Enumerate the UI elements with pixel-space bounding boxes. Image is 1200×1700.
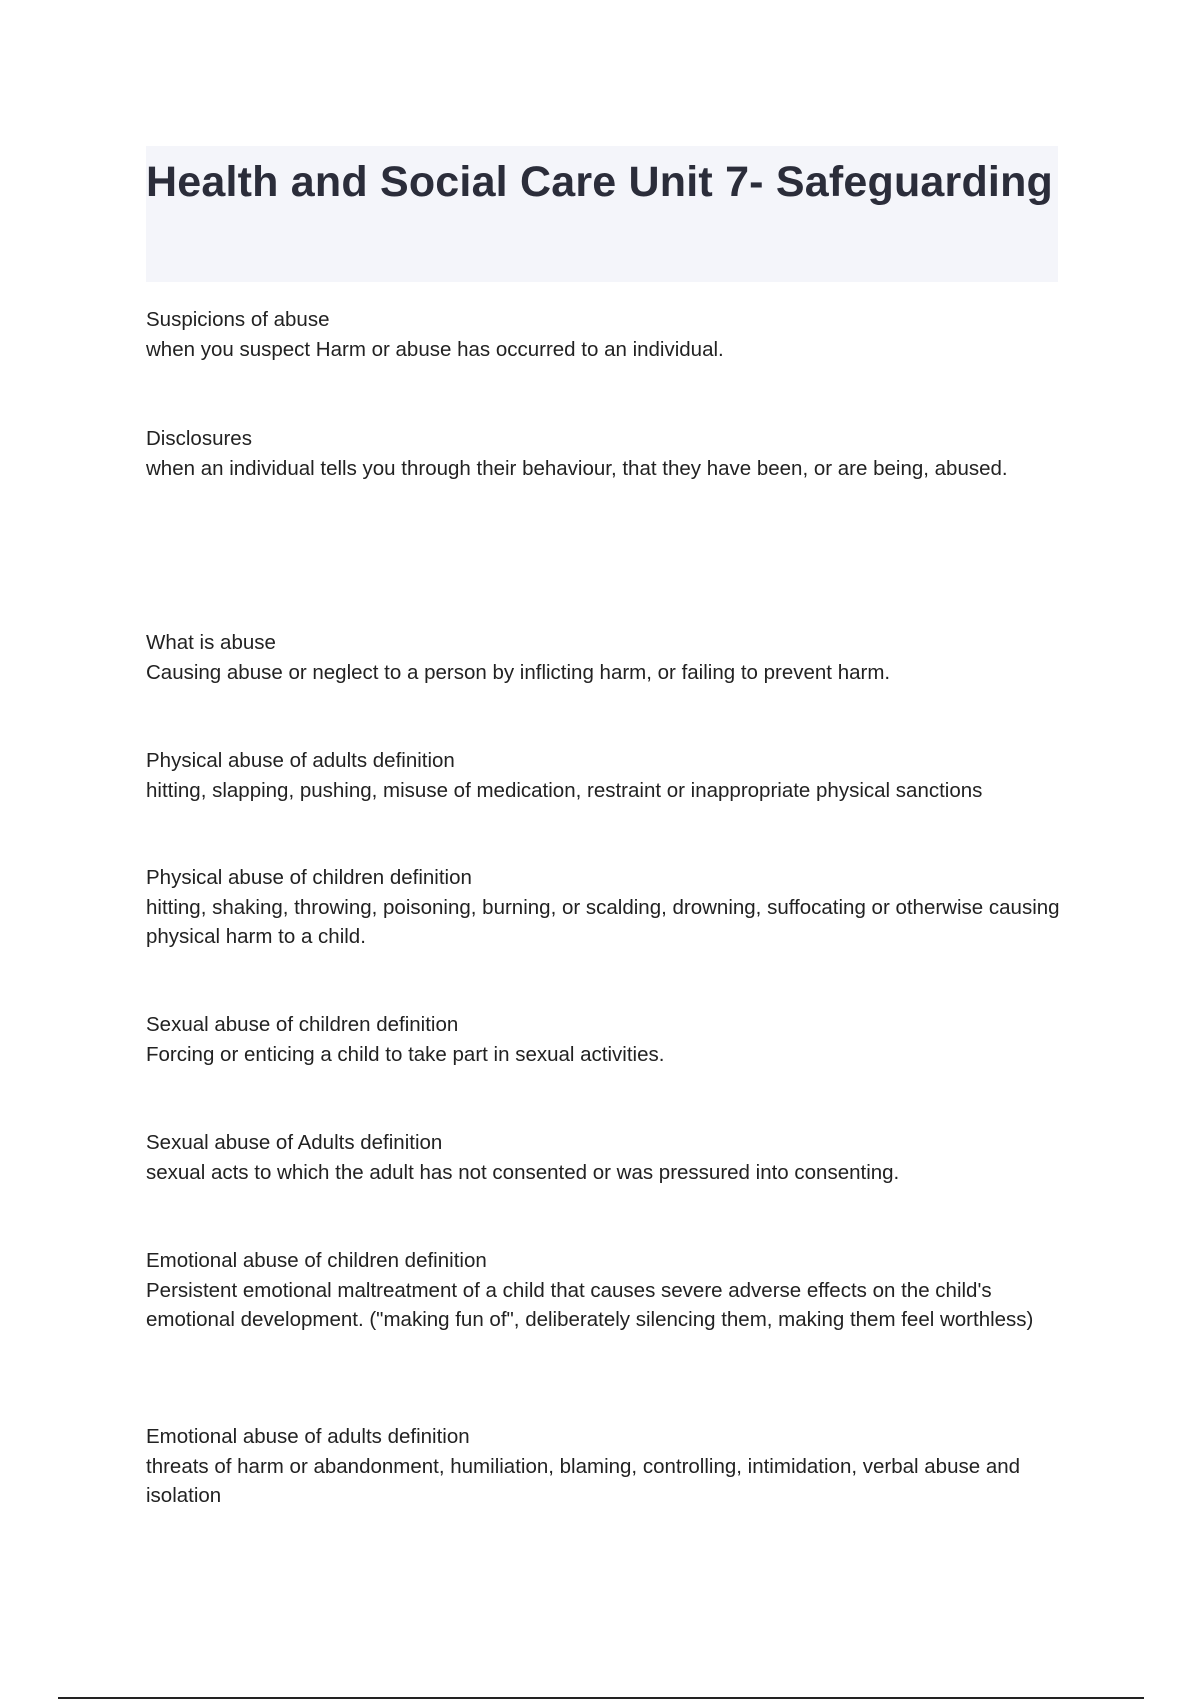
flashcard-entry: [146, 424, 1066, 483]
entry-definition: sexual acts to which the adult has not consented or was pressured into consenting.: [146, 1160, 900, 1184]
title-banner: [146, 146, 1058, 282]
entry-term: Physical abuse of adults definition: [146, 749, 455, 772]
entry-term: Sexual abuse of children definition: [146, 1013, 459, 1036]
entry-definition: when you suspect Harm or abuse has occurred to an individual.: [146, 337, 724, 361]
entry-term: Disclosures: [146, 427, 252, 450]
flashcard-entry: [146, 628, 1066, 687]
entry-term: Emotional abuse of adults definition: [146, 1425, 470, 1448]
entry-definition: Causing abuse or neglect to a person by inflicting harm, or failing to prevent harm.: [146, 660, 891, 684]
entry-term: Emotional abuse of children definition: [146, 1249, 487, 1272]
entry-term: What is abuse: [146, 631, 276, 654]
entry-term: Sexual abuse of Adults definition: [146, 1131, 443, 1154]
entry-definition: Forcing or enticing a child to take part in sexual activities.: [146, 1042, 665, 1066]
entry-definition: hitting, slapping, pushing, misuse of medication, restraint or inappropriate physical sanctions: [146, 778, 983, 802]
flashcard-entry: [146, 1246, 1066, 1335]
flashcard-entry: [146, 1422, 1066, 1511]
entry-definition: when an individual tells you through their behaviour, that they have been, or are being, abused.: [146, 456, 1008, 480]
entry-definition: Persistent emotional maltreatment of a child that causes severe adverse effects on the child's emotional development. ("making fun of", deliberately silencing them, making them feel worthless): [146, 1278, 1034, 1331]
footer-divider: [58, 1697, 1144, 1699]
page-title: Health and Social Care Unit 7- Safeguarding: [146, 158, 1054, 206]
entry-term: Physical abuse of children definition: [146, 866, 472, 889]
entry-term: Suspicions of abuse: [146, 308, 330, 331]
flashcard-entry: [146, 863, 1066, 952]
flashcard-entry: [146, 305, 1066, 364]
flashcard-entry: [146, 1128, 1066, 1187]
entry-definition: hitting, shaking, throwing, poisoning, burning, or scalding, drowning, suffocating or otherwise causing physical harm to a child.: [146, 895, 1060, 948]
entry-definition: threats of harm or abandonment, humiliation, blaming, controlling, intimidation, verbal abuse and isolation: [146, 1454, 1021, 1507]
flashcard-entry: [146, 1010, 1066, 1069]
flashcard-entry: [146, 746, 1066, 805]
